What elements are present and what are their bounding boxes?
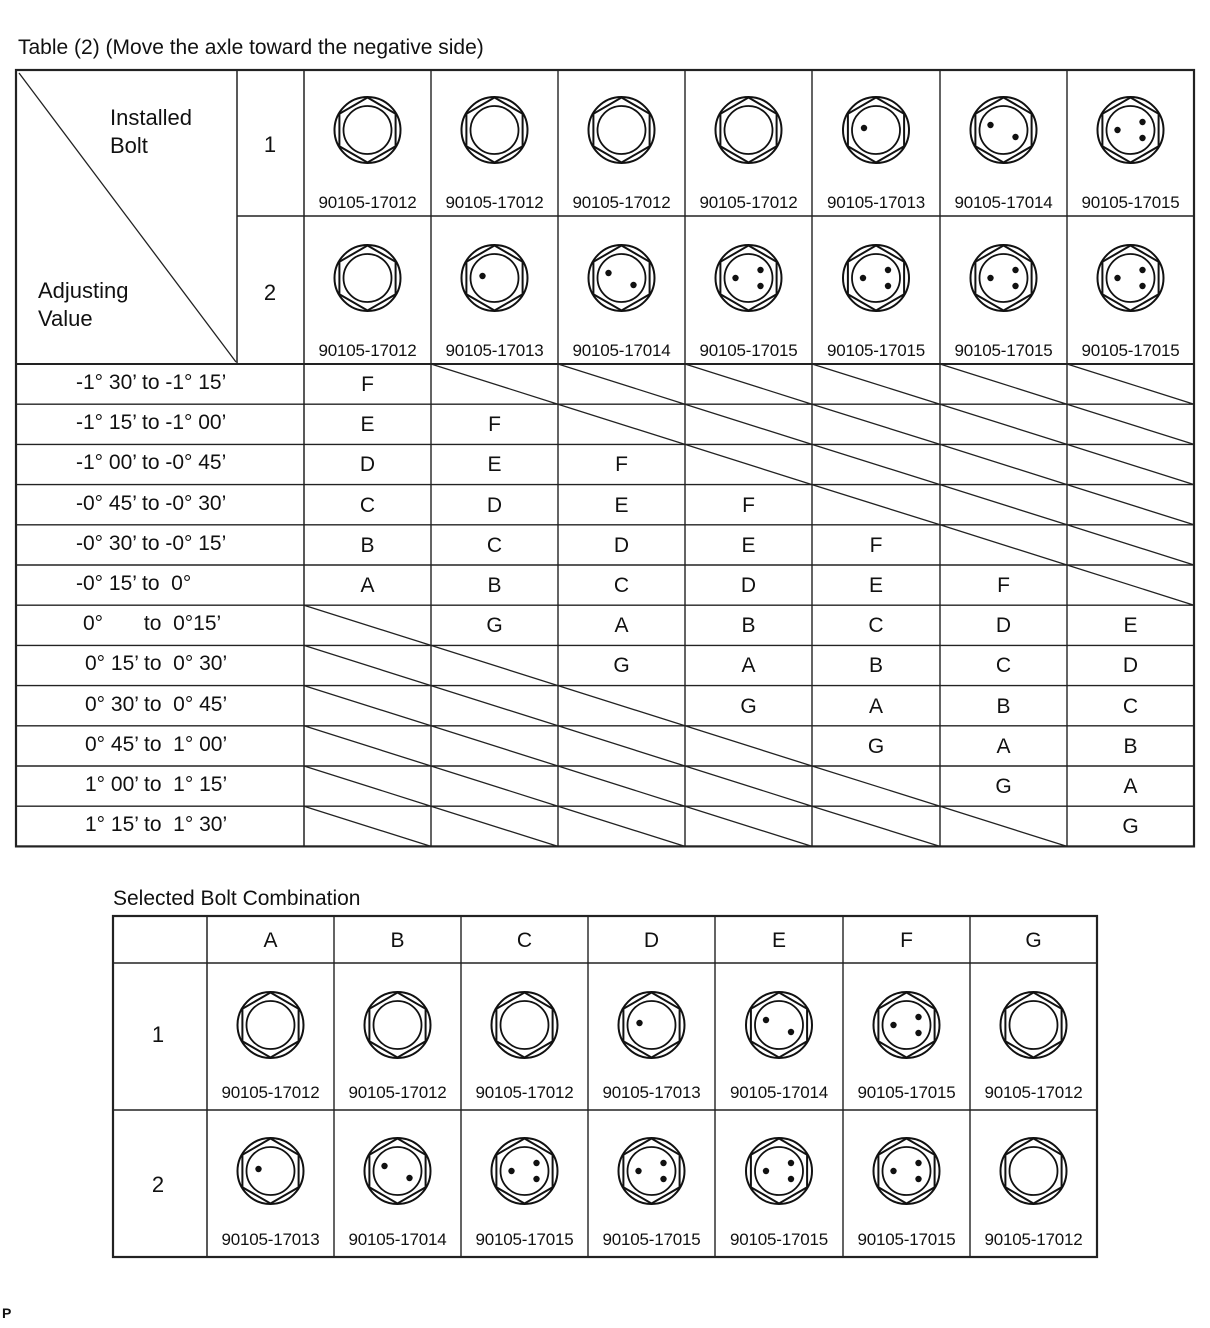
bolt-plain-icon: [1001, 992, 1067, 1058]
combination-letter: D: [740, 574, 757, 597]
table1-empty-cell-slash: [940, 806, 1067, 846]
corner-top-line-1: Installed: [110, 105, 192, 130]
table1-empty-cell-slash: [304, 645, 431, 685]
combination-letter: G: [1122, 815, 1139, 839]
combination-letter: F: [488, 413, 501, 437]
table2-row-number-2: 2: [151, 1172, 165, 1197]
combination-letter: E: [614, 493, 629, 517]
table1-empty-cell-slash: [558, 364, 685, 404]
bolt-3-dot-icon: [1098, 97, 1164, 163]
table1-part-number: 90105-17015: [1081, 341, 1180, 360]
table2-part-number: 90105-17012: [984, 1230, 1083, 1249]
combination-letter: E: [487, 453, 502, 477]
table1-empty-cell-slash: [558, 404, 685, 444]
table2-part-number: 90105-17015: [475, 1230, 574, 1249]
table2-part-number: 90105-17014: [348, 1230, 447, 1249]
table2-column-header: E: [771, 929, 786, 952]
table1-empty-cell-slash: [812, 364, 940, 404]
table1-empty-cell-slash: [304, 605, 431, 645]
combination-letter: E: [360, 413, 375, 437]
bolt-1-dot-icon: [462, 245, 528, 311]
bolt-plain-icon: [716, 97, 782, 163]
table1-empty-cell-slash: [431, 686, 558, 726]
table2-part-number: 90105-17012: [984, 1083, 1083, 1102]
bolt-1-dot-icon: [238, 1138, 304, 1204]
table1-empty-cell-slash: [1067, 525, 1194, 565]
bolt-2-dot-icon: [365, 1138, 431, 1204]
combination-letter: B: [741, 614, 756, 638]
table1-empty-cell-slash: [940, 525, 1067, 565]
table1-part-number: 90105-17012: [572, 193, 671, 212]
table1-empty-cell-slash: [304, 806, 431, 846]
combination-letter: C: [868, 614, 884, 638]
table1-empty-cell-slash: [431, 766, 558, 806]
table1-empty-cell-slash: [812, 485, 940, 525]
table2-part-number: 90105-17012: [348, 1083, 447, 1102]
table1-empty-cell-slash: [431, 364, 558, 404]
corner-installed-bolt-label: [110, 104, 192, 160]
table1-empty-cell-slash: [431, 806, 558, 846]
table1-part-number: 90105-17015: [826, 341, 925, 360]
combination-letter: D: [995, 614, 1012, 638]
combination-letter: D: [486, 493, 503, 517]
table2-column-header: B: [390, 929, 405, 952]
table1-empty-cell-slash: [1067, 444, 1194, 484]
bolt-3-dot-icon: [746, 1138, 812, 1204]
combination-letter: A: [868, 694, 883, 718]
table1-empty-cell-slash: [1067, 364, 1194, 404]
combination-letter: G: [995, 775, 1012, 798]
combination-letter: A: [1123, 775, 1138, 798]
table1-title: Table (2) (Move the axle toward the negative side): [18, 36, 484, 59]
combination-letter: G: [867, 734, 885, 758]
combination-letter: G: [740, 694, 757, 718]
corner-top-line-2: Bolt: [110, 133, 148, 158]
table2-part-number: 90105-17015: [602, 1230, 701, 1249]
combination-letter: F: [997, 574, 1010, 597]
table1-row-number-1: 1: [263, 132, 277, 157]
table1-empty-cell-slash: [685, 726, 812, 766]
combination-letter: E: [868, 574, 883, 597]
table1-part-number: 90105-17012: [318, 341, 417, 360]
combination-letter: C: [359, 493, 376, 517]
table2-part-number: 90105-17012: [475, 1083, 574, 1102]
combination-letter: C: [613, 574, 630, 597]
table2-part-number: 90105-17013: [602, 1083, 701, 1102]
table2-column-header: A: [263, 929, 278, 952]
table1-empty-cell-slash: [940, 485, 1067, 525]
table1-empty-cell-slash: [812, 404, 940, 444]
adjusting-value-label: -1° 30’ to -1° 15’: [76, 371, 227, 394]
combination-letter: A: [614, 614, 629, 638]
combination-letter: E: [1123, 614, 1138, 638]
table1-empty-cell-slash: [1067, 565, 1194, 605]
table1-part-number: 90105-17012: [445, 193, 544, 212]
table1-part-number: 90105-17013: [826, 193, 925, 212]
bolt-3-dot-icon: [619, 1138, 685, 1204]
table2-part-number: 90105-17015: [857, 1083, 956, 1102]
combination-letter: G: [613, 654, 630, 678]
adjusting-value-label: 1° 00’ to 1° 15’: [85, 773, 228, 796]
combination-letter: F: [361, 373, 374, 396]
table2-part-number: 90105-17013: [221, 1230, 320, 1249]
table1-empty-cell-slash: [685, 404, 812, 444]
combination-letter: B: [487, 574, 502, 597]
table2-column-header: F: [900, 929, 913, 952]
table2-part-number: 90105-17014: [729, 1083, 828, 1102]
table1-empty-cell-slash: [685, 364, 812, 404]
combination-letter: A: [741, 654, 756, 678]
combination-letter: C: [486, 533, 503, 557]
table2-column-header: C: [516, 929, 533, 952]
combination-letter: E: [741, 533, 756, 557]
bolt-1-dot-icon: [843, 97, 909, 163]
corner-bottom-line-1: Adjusting: [38, 278, 129, 303]
combination-letter: A: [360, 574, 375, 597]
table1-empty-cell-slash: [304, 726, 431, 766]
table1-part-number: 90105-17013: [445, 341, 544, 360]
table1-empty-cell-slash: [940, 364, 1067, 404]
corner-adjusting-value-label: [38, 277, 129, 333]
adjusting-value-label: -0° 15’ to 0°: [76, 572, 192, 595]
adjusting-value-label: 1° 15’ to 1° 30’: [85, 813, 228, 837]
table1-part-number: 90105-17015: [954, 341, 1053, 360]
table1-part-number: 90105-17015: [1081, 193, 1180, 212]
bolt-1-dot-icon: [619, 992, 685, 1058]
table2-part-number: 90105-17015: [857, 1230, 956, 1249]
table2-title: Selected Bolt Combination: [113, 887, 361, 910]
corner-bottom-line-2: Value: [38, 306, 93, 331]
adjusting-value-label: -0° 30’ to -0° 15’: [76, 531, 227, 555]
table1-part-number: 90105-17012: [318, 193, 417, 212]
bolt-3-dot-icon: [716, 245, 782, 311]
table2-column-header: G: [1025, 929, 1042, 952]
bolt-plain-icon: [492, 992, 558, 1058]
bolt-plain-icon: [365, 992, 431, 1058]
combination-letter: D: [359, 453, 376, 477]
table1-empty-cell-slash: [812, 766, 940, 806]
table2-part-number: 90105-17015: [729, 1230, 828, 1249]
table1-part-number: 90105-17014: [572, 341, 671, 360]
table1-empty-cell-slash: [304, 766, 431, 806]
bolt-3-dot-icon: [1098, 245, 1164, 311]
bolt-3-dot-icon: [843, 245, 909, 311]
bolt-plain-icon: [589, 97, 655, 163]
table2-row-number-1: 1: [151, 1022, 165, 1047]
bolt-3-dot-icon: [492, 1138, 558, 1204]
bolt-plain-icon: [238, 992, 304, 1058]
table1-empty-cell-slash: [812, 806, 940, 846]
table1-part-number: 90105-17015: [699, 341, 798, 360]
combination-letter: D: [613, 533, 630, 557]
bolt-plain-icon: [1001, 1138, 1067, 1204]
table1-part-number: 90105-17012: [699, 193, 798, 212]
combination-letter: F: [742, 493, 755, 517]
table1-empty-cell-slash: [304, 686, 431, 726]
bolt-plain-icon: [335, 245, 401, 311]
bolt-3-dot-icon: [971, 245, 1037, 311]
combination-letter: C: [1122, 694, 1139, 718]
table1-empty-cell-slash: [812, 444, 940, 484]
combination-letter: B: [868, 654, 883, 678]
table1-empty-cell-slash: [431, 726, 558, 766]
table1-empty-cell-slash: [1067, 404, 1194, 444]
bolt-plain-icon: [335, 97, 401, 163]
combination-letter: B: [996, 694, 1011, 718]
table1-part-number: 90105-17014: [954, 193, 1053, 212]
bolt-3-dot-icon: [874, 1138, 940, 1204]
table1-empty-cell-slash: [558, 806, 685, 846]
footnote-mark: P: [2, 1305, 12, 1321]
combination-letter: F: [869, 533, 883, 557]
table1-empty-cell-slash: [558, 726, 685, 766]
table1-empty-cell-slash: [558, 766, 685, 806]
table2-part-number: 90105-17012: [221, 1083, 320, 1102]
bolt-plain-icon: [462, 97, 528, 163]
combination-letter: A: [996, 734, 1011, 758]
table1-empty-cell-slash: [1067, 485, 1194, 525]
adjusting-value-label: -0° 45’ to -0° 30’: [76, 491, 227, 515]
adjusting-value-label: 0° 15’ to 0° 30’: [85, 652, 228, 676]
bolt-2-dot-icon: [746, 992, 812, 1058]
bolt-2-dot-icon: [971, 97, 1037, 163]
table1-empty-cell-slash: [431, 645, 558, 685]
combination-letter: B: [1123, 734, 1138, 758]
combination-letter: B: [360, 533, 375, 557]
adjusting-value-label: 0° 30’ to 0° 45’: [85, 692, 228, 716]
table1-empty-cell-slash: [558, 686, 685, 726]
adjusting-value-label: -1° 00’ to -0° 45’: [76, 451, 227, 475]
combination-letter: D: [1122, 654, 1139, 678]
combination-letter: F: [615, 453, 628, 477]
combination-letter: G: [486, 614, 503, 638]
table1-empty-cell-slash: [940, 404, 1067, 444]
table1-empty-cell-slash: [685, 444, 812, 484]
bolt-3-dot-icon: [874, 992, 940, 1058]
table2-column-header: D: [643, 929, 660, 952]
table1-empty-cell-slash: [940, 444, 1067, 484]
adjusting-value-label: -1° 15’ to -1° 00’: [76, 411, 227, 435]
adjusting-value-label: 0° 45’ to 1° 00’: [85, 732, 228, 756]
adjusting-value-label: 0° to 0°15’: [83, 612, 222, 636]
table1-empty-cell-slash: [685, 766, 812, 806]
bolt-2-dot-icon: [589, 245, 655, 311]
table1-empty-cell-slash: [685, 806, 812, 846]
table1-row-number-2: 2: [263, 280, 277, 305]
combination-letter: C: [995, 654, 1012, 678]
